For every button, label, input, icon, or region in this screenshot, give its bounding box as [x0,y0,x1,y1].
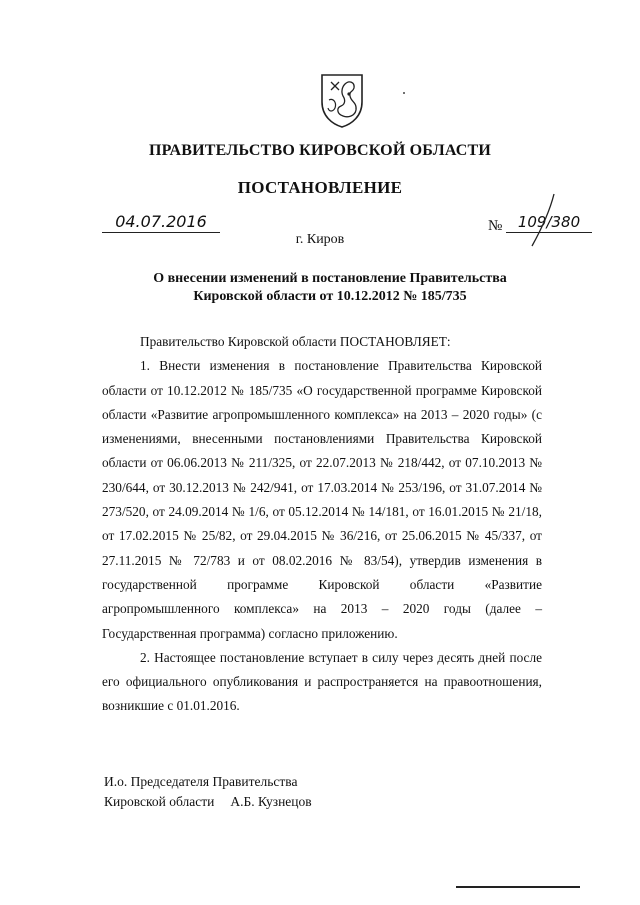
signatory-name: А.Б. Кузнецов [230,794,312,809]
body-item-1: 1. Внести изменения в постановление Правительства Кировской области от 10.12.2012 № 185/735 «О государственной программе Кировской области «Развитие агропромышленного комплекса» на 2013 – 2020 годы» (с изменениями, внесенными постановлениями Правительства Кировской области от 06.06.2013 № 211/325, от 22.07.2013 № 218/442, от 07.10.2013 № 230/644, от 30.12.2013 № 242/941, от 17.03.2014 № 253/196, от 31.07.2014 № 273/520, от 24.09.2014 № 1/6, от 05.12.2014 № 14/181, от 16.01.2015 № 21/18, от 17.02.2015 № 25/82, от 29.04.2015 № 36/216, от 25.06.2015 № 45/337, от 27.11.2015 № 72/783 и от 08.02.2016 № 83/54), утвердив изменения в государственной программе Кировской области «Развитие агропромышленного комплекса» на 2013 – 2020 годы (далее – Государственная программа) согласно приложению. [102,358,542,641]
signatory-region: Кировской области [104,794,215,809]
document-type: ПОСТАНОВЛЕНИЕ [237,178,403,197]
scan-speck [403,92,405,94]
signature-block [104,772,312,812]
coat-of-arms-icon [319,72,365,128]
document-body [102,330,542,719]
document-date: 04.07.2016 [102,212,220,233]
signatory-title-line-1: И.о. Председателя Правительства [104,774,298,789]
body-intro: Правительство Кировской области ПОСТАНОВЛЯЕТ: [140,334,451,349]
signatory-title-line-2 [104,792,312,812]
document-city: г. Киров [295,232,345,247]
subject-line-2: Кировской области от 10.12.2012 № 185/735 [193,289,467,304]
subject-line-1: О внесении изменений в постановление Правительства [153,271,507,286]
government-title: ПРАВИТЕЛЬСТВО КИРОВСКОЙ ОБЛАСТИ [148,142,492,159]
body-item-2: 2. Настоящее постановление вступает в силу через десять дней после его официального опубликования и распространяется на правоотношения, возникшие с 01.01.2016. [102,649,542,714]
document-subject [120,270,540,306]
document-number: 109/380 [506,212,592,233]
number-sign: № [488,218,503,234]
handwritten-slash-mark [520,192,560,248]
footer-rule [456,886,580,888]
